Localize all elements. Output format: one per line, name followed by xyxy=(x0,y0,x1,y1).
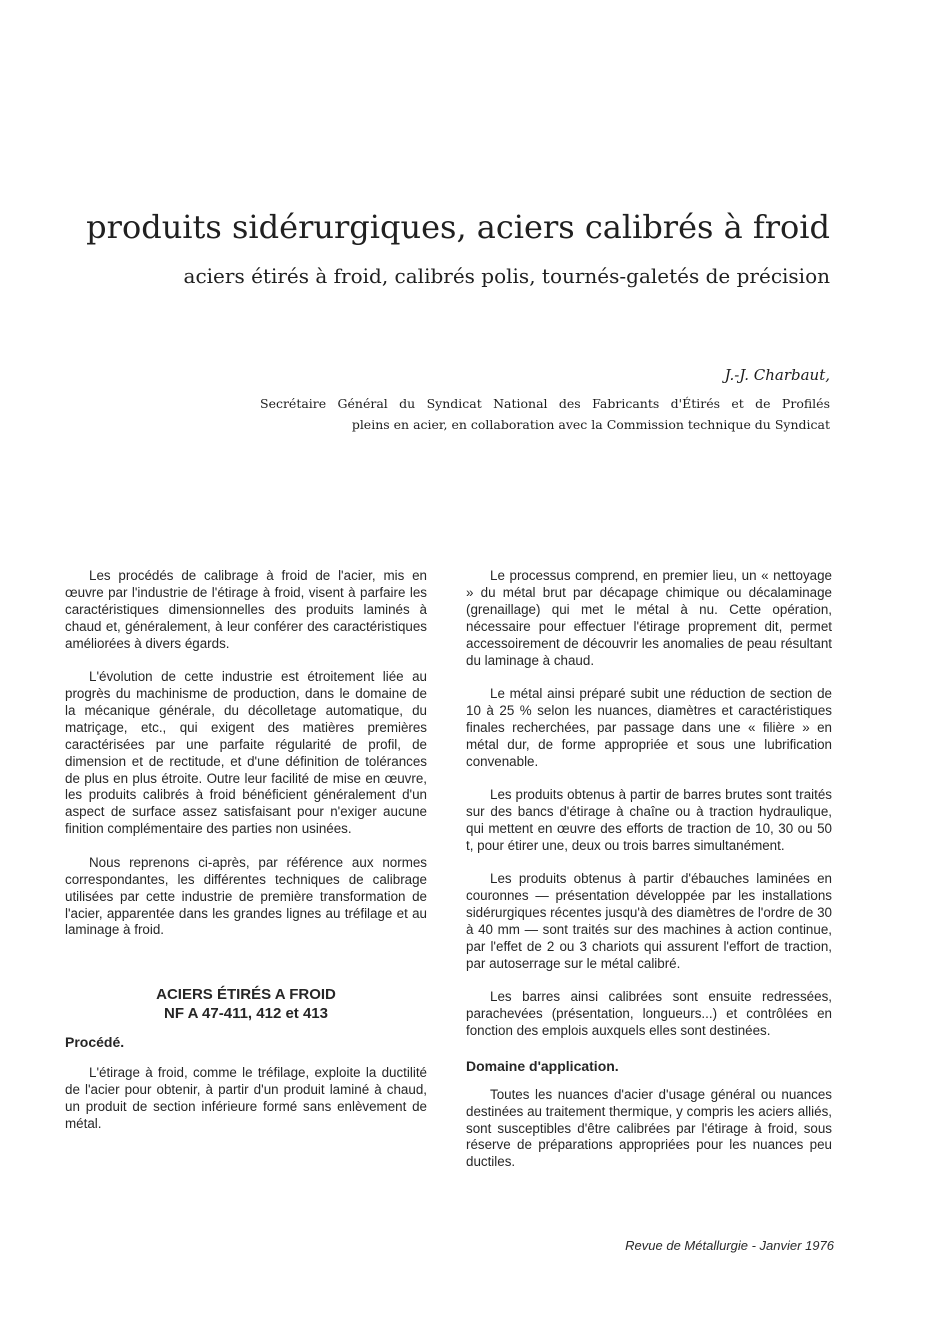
paragraph: Les produits obtenus à partir d'ébauches laminées en couronnes — présentation développée par les installations sidérurgiques récentes jusqu'à des diamètres de l'ordre de 30 à 40 mm — sont traités sur des machines à action continue, par l'effet de 2 ou 3 chariots qui assurent l'effort de traction, par autoserrage sur le métal calibré. xyxy=(466,871,832,971)
paragraph: Le métal ainsi préparé subit une réduction de section de 10 à 25 % selon les nuances, diamètres et caractéristiques finales recherchées, par passage dans une « filière » en métal dur, de forme appropriée et sous une lubrification convenable. xyxy=(466,686,832,769)
author-affiliation xyxy=(260,393,830,435)
paragraph: Les barres ainsi calibrées sont ensuite redressées, parachevées (présentation, longueurs...) et contrôlées en fonction des emplois auxquels elles sont destinées. xyxy=(466,989,832,1039)
paragraph: L'étirage à froid, comme le tréfilage, exploite la ductilité de l'acier pour obtenir, à partir d'un produit laminé à chaud, un produit de section inférieure formé sans enlèvement de métal. xyxy=(65,1065,427,1132)
paragraph: Nous reprenons ci-après, par référence aux normes correspondantes, les différentes techniques de calibrage utilisées par cette industrie de première transformation de l'acier, apparentée dans les grandes lignes au tréfilage et au laminage à froid. xyxy=(65,854,427,938)
subheading-procede: Procédé. xyxy=(65,1034,125,1051)
left-column xyxy=(65,568,427,1133)
paragraph: Les produits obtenus à partir de barres brutes sont traités sur des bancs d'étirage à chaîne ou à traction hydraulique, qui mettent en œuvre des efforts de traction de 10, 30 ou 50 t, pour étirer une, deux ou trois barres simultanément. xyxy=(466,787,832,853)
paragraph: Les procédés de calibrage à froid de l'acier, mis en œuvre par l'industrie de l'étirage à froid, visent à parfaire les caractéristiques dimensionnelles des produits laminés à chaud et, généralement, à leur conférer des caractéristiques améliorées à divers égards. xyxy=(65,568,427,651)
section-heading-line-1: ACIERS ÉTIRÉS A FROID xyxy=(156,986,336,1004)
section-heading-line-2: NF A 47-411, 412 et 413 xyxy=(164,1005,328,1023)
affiliation-line-1: Secrétaire Général du Syndicat National des Fabricants d'Étirés et de Profilés xyxy=(260,396,830,411)
paragraph: L'évolution de cette industrie est étroitement liée au progrès du machinisme de production, dans le domaine de la mécanique générale, du décolletage automatique, du matriçage, etc., qui exigent des matières premières caractérisées par une parfaite régularité de profil, de dimension et de rectitude, et d'une définition de tolérances de plus en plus étroite. Outre leur facilité de mise en œuvre, les produits calibrés à froid bénéficient généralement d'un aspect de surface assez satisfaisant pour n'exiger aucune finition complémentaire des parties non usinées. xyxy=(65,669,427,837)
article-title: produits sidérurgiques, aciers calibrés à froid xyxy=(86,208,830,246)
section-heading xyxy=(65,985,427,1023)
right-column xyxy=(466,568,832,1171)
paragraph: Toutes les nuances d'acier d'usage général ou nuances destinées au traitement thermique, y compris les aciers alliés, sont susceptibles d'être calibrées par l'étirage à froid, sous réserve de préparations appropriées pour les nuances peu ductiles. xyxy=(466,1086,832,1170)
article-subtitle: aciers étirés à froid, calibrés polis, tournés-galetés de précision xyxy=(183,264,830,288)
journal-footer: Revue de Métallurgie - Janvier 1976 xyxy=(625,1238,834,1253)
affiliation-line-2: pleins en acier, en collaboration avec la Commission technique du Syndicat xyxy=(351,417,830,432)
subheading-domaine-application: Domaine d'application. xyxy=(466,1057,619,1074)
paragraph: Le processus comprend, en premier lieu, un « nettoyage » du métal brut par décapage chimique ou décalaminage (grenaillage) qui met le métal à nu. Cette opération, nécessaire pour effectuer l'étirage proprement dit, permet accessoirement de découvrir les anomalies de peau résultant du laminage à chaud. xyxy=(466,568,832,668)
author-name: J.-J. Charbaut, xyxy=(724,366,830,384)
